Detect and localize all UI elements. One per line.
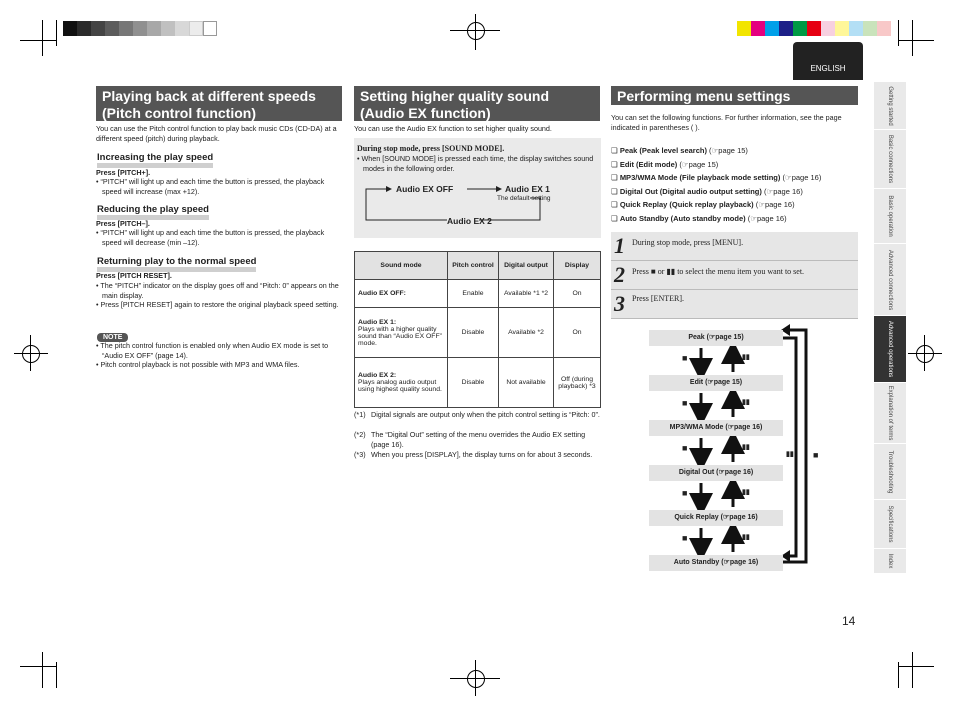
registration-target	[475, 660, 476, 696]
flow-item-page: page 15)	[713, 379, 743, 386]
page-ref-icon: ☞	[784, 173, 792, 182]
step-text: Press ■ or ▮▮ to select the menu item you want to set.	[632, 267, 805, 276]
table-header: Digital output	[499, 252, 554, 280]
page-ref-icon: ☞	[766, 186, 774, 196]
digital-cell: Available *1 *2	[499, 280, 554, 308]
item-label: Peak (Peak level search)	[619, 146, 707, 155]
crop-mark	[898, 20, 899, 46]
gray-swatch	[161, 21, 175, 36]
footnote-text: Digital signals are output only when the pitch control setting is “Pitch: 0”.	[371, 410, 600, 419]
flow-item-label: Quick Replay (	[674, 514, 723, 521]
page-ref-icon: ☞	[723, 559, 730, 566]
pause-icon: ▮▮	[742, 489, 750, 496]
flow-item-label: Auto Standby (	[673, 559, 724, 566]
page-ref: page 16)	[791, 173, 822, 182]
display-cell: Off (during playback) *3	[554, 358, 601, 408]
page-ref-icon: ☞	[708, 334, 716, 341]
item-label: Edit (Edit mode)	[619, 159, 678, 169]
gray-swatch	[77, 21, 91, 36]
list-item: ❏ Digital Out (Digital audio output setting) (☞page 16)	[611, 186, 803, 196]
registration-target	[14, 353, 48, 354]
registration-target	[467, 670, 485, 688]
flow-label: Audio EX 1	[505, 184, 550, 194]
stop-icon: ■	[682, 353, 688, 363]
stop-icon: ■	[682, 398, 688, 408]
registration-target	[924, 335, 925, 371]
color-swatch	[863, 21, 877, 36]
footnote-mark: (*1)	[354, 410, 366, 419]
step-text: Press [ENTER].	[632, 294, 684, 303]
flow-label: Audio EX OFF	[396, 184, 454, 194]
flow-item-page: page 15)	[715, 334, 744, 341]
sidetab-label: Troubleshooting	[887, 450, 893, 493]
pause-icon: ▮▮	[742, 534, 750, 541]
page-ref-icon: ☞	[711, 146, 719, 155]
press-instruction: Press [PITCH RESET].	[96, 271, 172, 280]
item-label: Auto Standby (Auto standby mode)	[619, 213, 746, 223]
list-item: ❏ Edit (Edit mode) (☞page 15)	[611, 159, 719, 169]
pause-icon: ▮▮	[742, 354, 750, 361]
intro-text: You can set the following functions. For further information, see the page indicated in parentheses ( ).	[611, 113, 842, 132]
gray-swatch	[175, 21, 189, 36]
intro-text: You can use the Audio EX function to set higher quality sound.	[354, 124, 552, 133]
crop-mark	[20, 40, 56, 41]
sidetab-getting-started[interactable]	[874, 82, 906, 130]
flow-label: Audio EX 2	[447, 216, 492, 226]
flow-item-page: page 16)	[724, 469, 754, 476]
sidetab-basic-connections[interactable]	[874, 130, 906, 189]
step-number: 2	[614, 262, 625, 287]
pause-icon: ▮▮	[786, 451, 794, 458]
sidetab-label: Basic operation	[887, 195, 893, 237]
color-swatch	[849, 21, 863, 36]
crop-mark	[898, 662, 899, 688]
step-number: 3	[614, 291, 625, 316]
registration-target	[475, 14, 476, 50]
page-ref-icon: ☞	[750, 213, 757, 223]
box-lead: During stop mode, press [SOUND MODE].	[357, 144, 505, 153]
page-ref-icon: ☞	[681, 159, 689, 169]
list-item: ❏ Auto Standby (Auto standby mode) (☞page 16)	[611, 213, 787, 223]
sidetab-label: Advanced operations	[887, 320, 893, 378]
crop-mark	[42, 652, 43, 688]
footnote-mark: (*3)	[354, 450, 366, 459]
sidetab-troubleshooting[interactable]	[874, 444, 906, 500]
list-item: ❏ Peak (Peak level search) (☞page 15)	[611, 146, 748, 155]
gray-swatch	[105, 21, 119, 36]
bullet-text: • “PITCH” will light up and each time the button is pressed, the playback speed will decrease (min –12).	[96, 228, 325, 247]
table-row	[355, 308, 601, 358]
pitch-cell: Enable	[448, 280, 499, 308]
flow-caption: The default setting	[497, 195, 551, 202]
sidetab-explanation-of-terms[interactable]	[874, 383, 906, 444]
language-tab	[793, 42, 863, 80]
color-swatch	[751, 21, 765, 36]
pause-icon: ▮▮	[742, 444, 750, 451]
flow-item-auto-standby	[649, 555, 783, 571]
color-swatch	[807, 21, 821, 36]
crop-mark	[912, 20, 913, 56]
gray-swatch	[133, 21, 147, 36]
mode-name: Audio EX 2:	[358, 372, 397, 379]
sidetab-specifications[interactable]	[874, 500, 906, 549]
note-label: NOTE	[97, 333, 128, 342]
table-header: Display	[554, 252, 601, 280]
language-label: ENGLISH	[810, 64, 846, 73]
bullet-text: • The “PITCH” indicator on the display goes off and “Pitch: 0” appears on the main display.	[96, 281, 339, 300]
stop-icon: ■	[682, 443, 688, 453]
page-ref: page 15)	[718, 146, 748, 155]
sidetab-label: Getting started	[887, 85, 893, 126]
item-label: Digital Out (Digital audio output setting)	[619, 186, 762, 196]
note-text: • Pitch control playback is not possible with MP3 and WMA files.	[96, 360, 300, 369]
color-swatch	[765, 21, 779, 36]
page-ref: page 16)	[756, 213, 787, 223]
flow-item-mp3wma	[649, 420, 783, 436]
table-row	[355, 358, 601, 408]
gray-swatch	[203, 21, 217, 36]
sidetab-basic-operation[interactable]	[874, 189, 906, 244]
page-ref-icon: ☞	[758, 200, 765, 209]
step-number: 1	[614, 233, 625, 258]
pitch-cell: Disable	[448, 358, 499, 408]
page-ref: page 16)	[764, 200, 795, 209]
sidetab-advanced-operations[interactable]	[874, 316, 906, 383]
registration-target	[22, 345, 40, 363]
subheading: Reducing the play speed	[97, 205, 209, 220]
bullet-text: • Press [PITCH RESET] again to restore the original playback speed setting.	[96, 300, 339, 309]
table-row	[355, 280, 601, 308]
flow-item-page: page 16)	[733, 424, 763, 431]
flow-item-quick-replay	[649, 510, 783, 526]
flow-item-label: Peak (	[688, 334, 709, 341]
sidetab-advanced-connections[interactable]	[874, 244, 906, 316]
item-label: Quick Replay (Quick replay playback)	[619, 200, 754, 209]
display-cell: On	[554, 280, 601, 308]
registration-target	[908, 353, 942, 354]
gray-swatch	[63, 21, 77, 36]
stop-icon: ■	[682, 533, 688, 543]
flow-item-page: page 16)	[729, 514, 758, 521]
mode-name: Audio EX OFF:	[358, 290, 406, 297]
footnote-mark: (*2)	[354, 430, 366, 439]
stop-icon: ■	[682, 488, 688, 498]
crop-mark	[56, 662, 57, 688]
list-item: ❏ MP3/WMA Mode (File playback mode setting) (☞page 16)	[611, 173, 822, 182]
mode-desc: Plays analog audio output using highest quality sound.	[358, 379, 442, 393]
sidetab-label: Explanation of terms	[887, 385, 893, 441]
page-ref: page 16)	[773, 186, 803, 196]
press-instruction: Press [PITCH+].	[96, 168, 151, 177]
crop-mark	[42, 20, 43, 56]
flow-item-label: Digital Out (	[678, 469, 719, 476]
footnote-text: The “Digital Out” setting of the menu overrides the Audio EX setting (page 16).	[371, 430, 586, 449]
page-ref-icon: ☞	[722, 514, 730, 521]
sound-mode-table	[354, 251, 601, 408]
page-ref: page 15)	[688, 159, 719, 169]
crop-mark	[898, 40, 934, 41]
gray-swatch	[189, 21, 203, 36]
bullet-text: • “PITCH” will light up and each time the button is pressed, the playback speed will increase (max +12).	[96, 177, 325, 196]
gray-swatch	[119, 21, 133, 36]
note-text: • The pitch control function is enabled only when Audio EX mode is set to “Audio EX OFF” (page 14).	[96, 341, 329, 360]
flow-item-digital-out	[649, 465, 783, 481]
sidetab-label: Advanced connections	[887, 249, 893, 310]
flow-item-label: Edit (	[689, 379, 708, 386]
table-header: Pitch control	[448, 252, 499, 280]
menu-list	[611, 144, 861, 225]
subheading: Increasing the play speed	[97, 153, 213, 168]
step-2	[611, 261, 858, 290]
mode-desc: Plays with a higher quality sound than “Audio EX OFF” mode.	[358, 325, 442, 347]
gray-swatch	[91, 21, 105, 36]
item-label: MP3/WMA Mode (File playback mode setting)	[619, 173, 781, 182]
registration-target	[467, 22, 485, 40]
crop-mark	[898, 666, 934, 667]
registration-target	[30, 335, 31, 371]
step-1	[611, 232, 858, 261]
press-instruction: Press [PITCH–].	[96, 219, 150, 228]
gray-swatch	[147, 21, 161, 36]
color-swatch	[835, 21, 849, 36]
flow-item-edit	[649, 375, 783, 391]
pause-icon: ▮▮	[742, 399, 750, 406]
color-swatch	[821, 21, 835, 36]
stop-icon: ■	[813, 450, 819, 460]
registration-target	[916, 345, 934, 363]
page-ref-icon: ☞	[718, 469, 725, 476]
section-title: Playing back at different speeds (Pitch control function)	[96, 86, 342, 121]
page-ref-icon: ☞	[707, 379, 714, 386]
sidetab-label: Index	[887, 553, 893, 569]
list-item: ❏ Quick Replay (Quick replay playback) (☞page 16)	[611, 200, 795, 209]
color-swatch	[793, 21, 807, 36]
mode-name: Audio EX 1:	[358, 318, 397, 326]
crop-mark	[20, 666, 56, 667]
step-text: During stop mode, press [MENU].	[632, 238, 744, 247]
color-swatch	[737, 21, 751, 36]
box-bullet: • When [SOUND MODE] is pressed each time, the display switches sound modes in the following order.	[357, 154, 594, 173]
sidetab-label: Basic connections	[887, 134, 893, 184]
subheading: Returning play to the normal speed	[97, 257, 256, 272]
digital-cell: Available *2	[499, 308, 554, 358]
menu-flow-arrows	[600, 320, 840, 590]
sidetab-label: Specifications	[887, 505, 893, 543]
section-title: Setting higher quality sound (Audio EX function)	[354, 86, 600, 121]
flow-item-page: page 16)	[729, 559, 759, 566]
step-3	[611, 290, 858, 319]
footnote-text: When you press [DISPLAY], the display turns on for about 3 seconds.	[371, 450, 593, 459]
color-swatch	[877, 21, 891, 36]
page-ref-icon: ☞	[727, 424, 734, 431]
intro-text: You can use the Pitch control function to play back music CDs (CD-DA) at a different speed (pitch) during playback.	[96, 124, 337, 143]
sidetab-index[interactable]	[874, 549, 906, 574]
page-number: 14	[842, 614, 856, 628]
flow-item-label: MP3/WMA Mode (	[669, 424, 728, 431]
display-cell: On	[554, 308, 601, 358]
crop-mark	[912, 652, 913, 688]
table-header: Sound mode	[355, 252, 448, 280]
section-title: Performing menu settings	[611, 86, 858, 105]
pitch-cell: Disable	[448, 308, 499, 358]
color-swatch	[779, 21, 793, 36]
crop-mark	[56, 20, 57, 46]
flow-item-peak	[649, 330, 783, 346]
digital-cell: Not available	[499, 358, 554, 408]
